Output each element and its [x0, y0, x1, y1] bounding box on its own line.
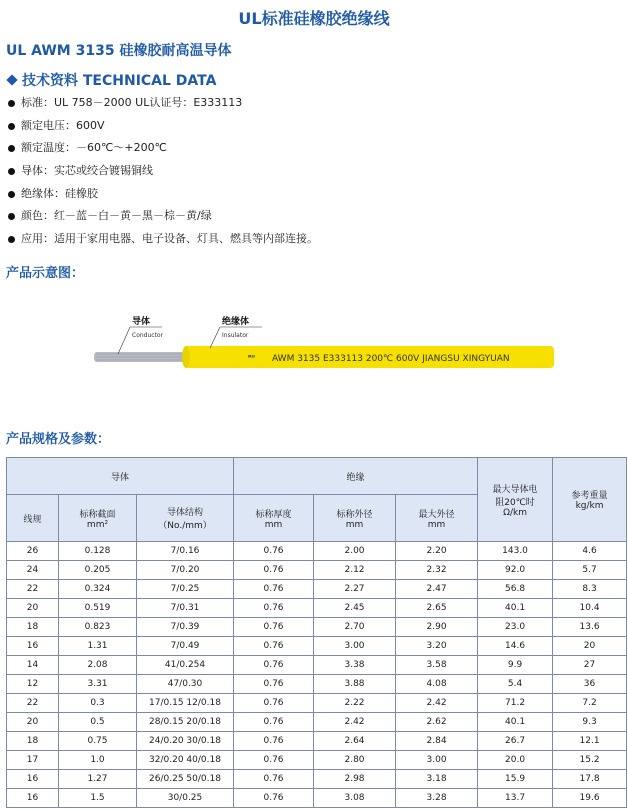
table-cell: 22 [7, 580, 59, 599]
table-cell: 0.76 [234, 789, 314, 808]
table-cell: 19.6 [553, 789, 627, 808]
table-cell: 0.76 [234, 770, 314, 789]
page-title: UL标准硅橡胶绝缘线 [238, 9, 390, 28]
header-resistance-l1: 最大导体电 [492, 484, 538, 495]
header-thickness-l2: mm [264, 519, 283, 530]
table-cell: 7.2 [553, 694, 627, 713]
table-cell: 23.0 [478, 618, 553, 637]
table-cell: 30/0.25 [137, 789, 234, 808]
table-row [7, 713, 627, 732]
diagram-heading: 产品示意图： [6, 266, 85, 281]
jacket-end [182, 346, 190, 368]
table-cell: 0.519 [59, 599, 137, 618]
table-cell: 17.8 [553, 770, 627, 789]
insulator-label: 绝缘体 [222, 317, 250, 327]
spec-item [8, 137, 318, 160]
table-cell: 27 [553, 656, 627, 675]
table-cell: 22 [7, 694, 59, 713]
table-cell: 2.84 [396, 732, 478, 751]
header-resistance-l2: 阻20℃时 [495, 497, 535, 508]
spec-text: 绝缘体：硅橡胶 [21, 186, 98, 200]
table-cell: 2.32 [396, 561, 478, 580]
table-cell: 0.128 [59, 542, 137, 561]
table-cell: 0.76 [234, 599, 314, 618]
bullet-icon [8, 191, 15, 198]
table-cell: 7/0.20 [137, 561, 234, 580]
table-cell: 17/0.15 12/0.18 [137, 694, 234, 713]
table-cell: 10.4 [553, 599, 627, 618]
table-row [7, 656, 627, 675]
table-cell: 0.3 [59, 694, 137, 713]
table-cell: 7/0.49 [137, 637, 234, 656]
table-cell: 2.64 [314, 732, 396, 751]
header-od-l1: 标称外径 [336, 509, 373, 520]
table-cell: 7/0.39 [137, 618, 234, 637]
table-cell: 3.00 [396, 751, 478, 770]
table-cell: 2.00 [314, 542, 396, 561]
table-cell: 0.76 [234, 656, 314, 675]
header-area-l1: 标称截面 [79, 509, 116, 520]
table-cell: 15.9 [478, 770, 553, 789]
table-cell: 2.42 [314, 713, 396, 732]
table-heading: 产品规格及参数： [6, 432, 111, 447]
table-cell: 41/0.254 [137, 656, 234, 675]
tech-heading-text: 技术资料 TECHNICAL DATA [22, 73, 217, 89]
table-cell: 1.31 [59, 637, 137, 656]
table-cell: 16 [7, 770, 59, 789]
table-cell: 13.7 [478, 789, 553, 808]
table-cell: 5.7 [553, 561, 627, 580]
table-cell: 12.1 [553, 732, 627, 751]
conductor-leader-diag [118, 327, 130, 354]
table-cell: 2.45 [314, 599, 396, 618]
bullet-icon [8, 100, 15, 107]
table-cell: 20 [553, 637, 627, 656]
table-cell: 7/0.31 [137, 599, 234, 618]
table-cell: 15.2 [553, 751, 627, 770]
table-cell: 3.38 [314, 656, 396, 675]
table-cell: 36 [553, 675, 627, 694]
table-row [7, 637, 627, 656]
spec-item [8, 160, 318, 183]
spec-table-body [7, 542, 627, 808]
header-thickness-l1: 标称厚度 [255, 509, 292, 520]
table-cell: 9.9 [478, 656, 553, 675]
table-row [7, 580, 627, 599]
table-cell: 26 [7, 542, 59, 561]
table-cell: 16 [7, 637, 59, 656]
spec-text: 应用：适用于家用电器、电子设备、灯具、燃具等内部连接。 [21, 232, 318, 246]
header-structure-l2: （No./mm） [158, 521, 212, 531]
header-weight [553, 458, 627, 542]
table-cell: 0.76 [234, 618, 314, 637]
header-structure-l1: 导体结构 [167, 508, 204, 518]
table-cell: 2.47 [396, 580, 478, 599]
spec-text: 额定电压：600V [21, 118, 105, 132]
table-row [7, 770, 627, 789]
table-cell: 13.6 [553, 618, 627, 637]
table-cell: 143.0 [478, 542, 553, 561]
table-cell: 0.76 [234, 713, 314, 732]
header-area-l2: mm² [86, 519, 109, 530]
table-cell: 92.0 [478, 561, 553, 580]
header-od [314, 495, 396, 542]
table-cell: 17 [7, 751, 59, 770]
table-cell: 0.75 [59, 732, 137, 751]
table-cell: 2.22 [314, 694, 396, 713]
table-cell: 18 [7, 732, 59, 751]
bullet-icon [8, 168, 15, 175]
table-cell: 2.08 [59, 656, 137, 675]
table-cell: 18 [7, 618, 59, 637]
table-cell: 14 [7, 656, 59, 675]
table-cell: 2.98 [314, 770, 396, 789]
table-row [7, 789, 627, 808]
table-cell: 20 [7, 599, 59, 618]
table-cell: 0.76 [234, 694, 314, 713]
header-insulation: 绝缘 [234, 458, 478, 495]
table-row [7, 751, 627, 770]
header-max-od [396, 495, 478, 542]
table-cell: 3.88 [314, 675, 396, 694]
spec-text: 颜色：红－蓝－白－黄－黑－棕－黄/绿 [21, 209, 212, 223]
table-cell: 26.7 [478, 732, 553, 751]
table-cell: 40.1 [478, 599, 553, 618]
insulator-label-en: Insulator [222, 332, 249, 339]
header-area [59, 495, 137, 542]
spec-table [6, 457, 627, 808]
table-cell: 0.76 [234, 675, 314, 694]
table-cell: 32/0.20 40/0.18 [137, 751, 234, 770]
table-cell: 20.0 [478, 751, 553, 770]
table-cell: 0.76 [234, 542, 314, 561]
table-cell: 5.4 [478, 675, 553, 694]
header-conductor: 导体 [7, 458, 234, 495]
table-cell: 1.5 [59, 789, 137, 808]
table-cell: 3.28 [396, 789, 478, 808]
table-cell: 24/0.20 30/0.18 [137, 732, 234, 751]
table-row [7, 542, 627, 561]
bullet-icon [8, 213, 15, 220]
spec-table-wrapper [6, 457, 626, 808]
table-cell: 3.18 [396, 770, 478, 789]
table-row [7, 732, 627, 751]
bullet-icon [8, 236, 15, 243]
table-cell: 2.70 [314, 618, 396, 637]
table-cell: 24 [7, 561, 59, 580]
table-cell: 56.8 [478, 580, 553, 599]
table-cell: 0.5 [59, 713, 137, 732]
table-cell: 4.08 [396, 675, 478, 694]
table-row [7, 561, 627, 580]
header-gauge: 线规 [7, 495, 59, 542]
table-cell: 0.324 [59, 580, 137, 599]
insulator-leader-diag [210, 327, 220, 348]
conductor-label: 导体 [132, 317, 151, 327]
spec-text: 导体：实芯或绞合镀锡铜线 [21, 164, 153, 178]
product-subtitle: UL AWM 3135 硅橡胶耐高温导体 [6, 43, 232, 59]
header-weight-l2: kg/km [575, 501, 604, 511]
spec-item [8, 183, 318, 206]
table-cell: 0.76 [234, 561, 314, 580]
table-cell: 7/0.16 [137, 542, 234, 561]
spec-item [8, 205, 318, 228]
table-cell: 71.2 [478, 694, 553, 713]
table-cell: 7/0.25 [137, 580, 234, 599]
table-cell: 2.80 [314, 751, 396, 770]
table-cell: 9.3 [553, 713, 627, 732]
table-cell: 0.76 [234, 732, 314, 751]
header-max-od-l2: mm [427, 519, 446, 530]
table-cell: 3.20 [396, 637, 478, 656]
table-cell: 0.823 [59, 618, 137, 637]
table-cell: 3.08 [314, 789, 396, 808]
table-cell: 3.58 [396, 656, 478, 675]
table-cell: 2.62 [396, 713, 478, 732]
table-cell: 16 [7, 789, 59, 808]
table-cell: 2.20 [396, 542, 478, 561]
table-cell: 0.205 [59, 561, 137, 580]
table-cell: 20 [7, 713, 59, 732]
bullet-icon [8, 145, 15, 152]
spec-item [8, 115, 318, 138]
header-thickness [234, 495, 314, 542]
table-row [7, 599, 627, 618]
table-cell: 47/0.30 [137, 675, 234, 694]
table-cell: 40.1 [478, 713, 553, 732]
table-cell: 1.27 [59, 770, 137, 789]
table-row [7, 675, 627, 694]
table-cell: 2.42 [396, 694, 478, 713]
table-row [7, 694, 627, 713]
table-cell: 0.76 [234, 580, 314, 599]
spec-item [8, 92, 318, 115]
cable-diagram [80, 310, 560, 380]
header-max-od-l1: 最大外径 [418, 509, 455, 520]
spec-list [8, 92, 318, 251]
ul-mark-icon: ᴿᵁ [248, 354, 255, 362]
table-cell: 0.76 [234, 637, 314, 656]
bullet-icon [8, 123, 15, 130]
table-row [7, 618, 627, 637]
header-resistance-l3: Ω/km [503, 507, 527, 518]
table-cell: 26/0.25 50/0.18 [137, 770, 234, 789]
table-cell: 8.3 [553, 580, 627, 599]
header-weight-l1: 参考重量 [571, 491, 608, 501]
spec-text: 标准：UL 758－2000 UL认证号：E333113 [21, 96, 243, 109]
table-cell: 14.6 [478, 637, 553, 656]
header-structure [137, 495, 234, 542]
table-cell: 2.27 [314, 580, 396, 599]
table-cell: 2.12 [314, 561, 396, 580]
header-od-l2: mm [345, 519, 364, 530]
cable-print-text: AWM 3135 E333113 200℃ 600V JIANGSU XINGYUAN [272, 354, 510, 364]
table-cell: 28/0.15 20/0.18 [137, 713, 234, 732]
table-cell: 2.65 [396, 599, 478, 618]
spec-item [8, 228, 318, 251]
table-cell: 4.6 [553, 542, 627, 561]
tech-heading [8, 70, 216, 90]
spec-text: 额定温度：－60℃～+200℃ [21, 141, 167, 155]
table-cell: 12 [7, 675, 59, 694]
diamond-bullet-icon [6, 74, 17, 85]
table-cell: 0.76 [234, 751, 314, 770]
conductor-label-en: Conductor [132, 332, 164, 339]
table-cell: 1.0 [59, 751, 137, 770]
header-resistance [478, 458, 553, 542]
table-cell: 3.31 [59, 675, 137, 694]
table-cell: 3.00 [314, 637, 396, 656]
table-cell: 2.90 [396, 618, 478, 637]
